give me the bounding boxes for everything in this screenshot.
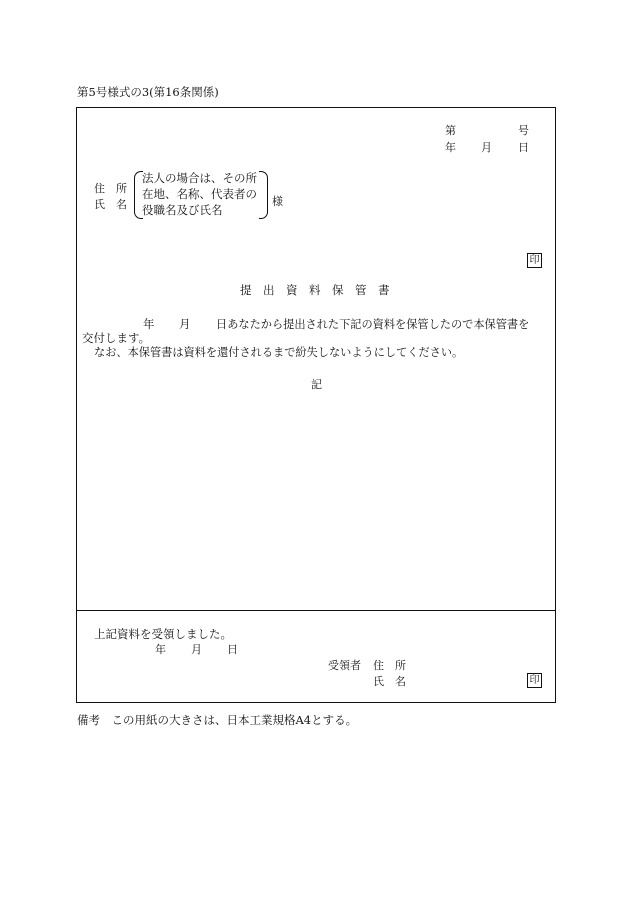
note-bracket-right xyxy=(259,171,268,219)
addressee-note-line-3: 役職名及び氏名 xyxy=(142,203,223,217)
addressee-note-line-1: 法人の場合は、その所 xyxy=(142,171,257,185)
form-frame xyxy=(76,107,556,703)
receipt-statement: 上記資料を受領しました。 xyxy=(94,627,232,641)
ki-heading: 記 xyxy=(311,378,322,391)
honorific-sama: 様 xyxy=(272,195,283,208)
doc-number-dai: 第 xyxy=(445,124,456,137)
issue-year-label: 年 xyxy=(445,141,456,154)
address-label: 住 所 xyxy=(94,182,127,195)
recipient-address-label: 住 所 xyxy=(373,659,406,672)
body-month: 月 xyxy=(179,317,191,331)
receipt-month: 月 xyxy=(191,643,202,656)
seal-icon: 印 xyxy=(527,253,542,268)
body-line-3: なお、本保管書は資料を還付されるまで紛失しないようにしてください。 xyxy=(94,346,464,359)
document-title: 提 出 資 料 保 管 書 xyxy=(240,283,390,297)
receipt-day: 日 xyxy=(227,643,238,656)
receipt-divider xyxy=(77,610,555,611)
doc-number-go: 号 xyxy=(518,124,529,137)
receipt-year: 年 xyxy=(155,643,166,656)
addressee-note-line-2: 在地、名称、代表者の xyxy=(142,187,257,201)
body-line-1: 日あなたから提出された下記の資料を保管したので本保管書を xyxy=(216,318,530,331)
name-label: 氏 名 xyxy=(94,198,127,211)
issue-month-label: 月 xyxy=(481,141,492,154)
recipient-seal-icon: 印 xyxy=(527,673,542,688)
recipient-name-label: 氏 名 xyxy=(373,675,406,688)
footnote: 備考 この用紙の大きさは、日本工業規格A4とする。 xyxy=(77,713,358,727)
recipient-label: 受領者 xyxy=(328,659,361,672)
form-label: 第5号様式の3(第16条関係) xyxy=(77,85,219,99)
issue-day-label: 日 xyxy=(518,141,529,154)
body-line-2: 交付します。 xyxy=(82,331,151,345)
body-year: 年 xyxy=(143,317,155,331)
